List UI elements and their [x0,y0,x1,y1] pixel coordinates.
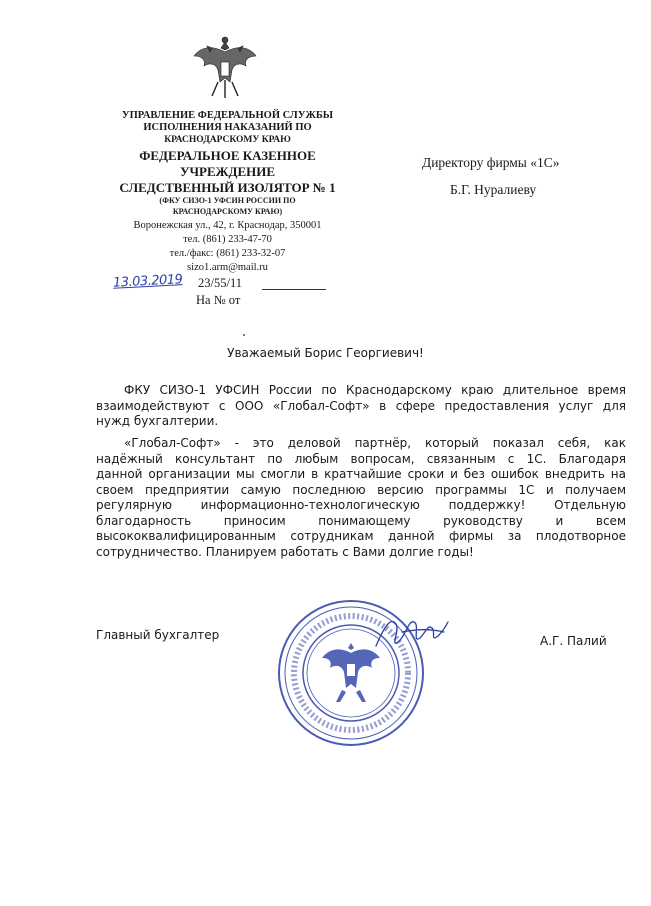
paragraph-1-line: ФКУ СИЗО-1 УФСИН России по Краснодарскому краю длительное время [124,383,626,397]
sender-phone: тел. (861) 233-47-70 [183,234,272,245]
sender-header-line-6: СЛЕДСТВЕННЫЙ ИЗОЛЯТОР № 1 [119,180,336,195]
letter-paragraph-2 [96,436,626,560]
paragraph-2-line: надёжный консультант по любым вопросам, связанным с 1С. Благодаря [96,451,626,466]
letter-greeting: Уважаемый Борис Георгиевич! [227,346,424,360]
paragraph-2-line: благодарность приносим понимающему руководству и всем [96,513,626,528]
paragraph-2-line: «Глобал-Софт» - это деловой партнёр, который показал себя, как [124,436,626,450]
signatory-position: Главный бухгалтер [96,628,220,642]
sender-header-line-3: КРАСНОДАРСКОМУ КРАЮ [164,135,291,145]
handwritten-date: 13.03.2019 [112,272,183,291]
addressee-title: Директору фирмы «1С» [422,155,560,170]
sender-header-line-4: ФЕДЕРАЛЬНОЕ КАЗЕННОЕ [139,148,316,163]
sender-fax: тел./факс: (861) 233-32-07 [169,248,286,259]
signatory-name: А.Г. Палий [540,634,607,648]
paragraph-1-line: взаимодействуют с ООО «Глобал-Софт» в сфере предоставления услуг для [96,398,626,413]
paragraph-2-line: регулярную информационно-технологическую поддержку! Отдельную [96,498,626,512]
eagle-emblem-icon [190,34,260,104]
letter-paragraph-1 [96,383,626,430]
sender-header-line-2: ИСПОЛНЕНИЯ НАКАЗАНИЙ ПО [143,122,312,133]
outgoing-number: 23/55/11 [198,276,242,290]
paragraph-2-line: своем предприятии самую последнюю версию программы 1С и получаем [96,482,626,497]
addressee-name: Б.Г. Нуралиеву [450,182,537,197]
paragraph-2-line: сотрудничество. Планируем работать с Вами долгие годы! [96,544,474,559]
speck [243,334,245,336]
handwritten-signature-icon [372,612,450,654]
reference-label: На № от [196,293,241,307]
paragraph-2-line: данной организации мы смогли в кратчайшие сроки и без ошибок внедрить на [96,467,626,481]
number-underline [262,289,326,290]
sender-header-line-1: УПРАВЛЕНИЕ ФЕДЕРАЛЬНОЙ СЛУЖБЫ [121,110,334,121]
sender-header-line-8: КРАСНОДАРСКОМУ КРАЮ) [172,207,283,216]
sender-header-line-5: УЧРЕЖДЕНИЕ [179,164,276,179]
sender-email: sizo1.arm@mail.ru [187,262,268,273]
sender-address: Воронежская ул., 42, г. Краснодар, 350001 [133,220,322,231]
sender-header-line-7: (ФКУ СИЗО-1 УФСИН РОССИИ ПО [159,196,296,205]
paragraph-2-line: высококвалифицированным сотрудникам данной фирмы за плодотворное [96,529,626,543]
paragraph-1-line: нужд бухгалтерии. [96,414,219,428]
